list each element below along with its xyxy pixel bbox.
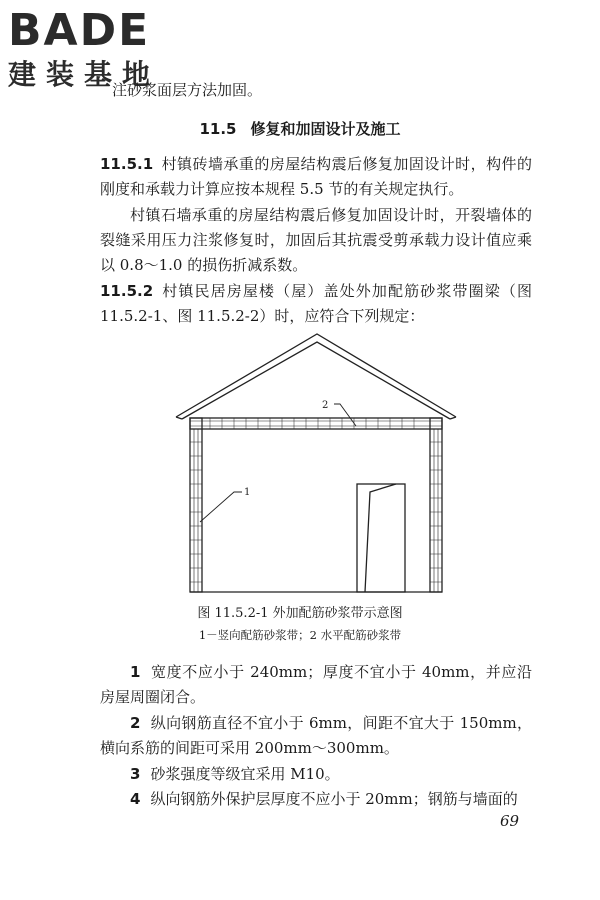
clause-number: 11.5.1: [100, 155, 154, 173]
left-vertical-band: [190, 418, 202, 592]
list-item: [100, 711, 532, 761]
door-leaf: [365, 484, 396, 592]
roof-inner: [182, 342, 450, 419]
horizontal-mortar-band: [190, 418, 442, 429]
label-1-leader: [200, 492, 242, 522]
section-title: [0, 118, 600, 139]
figure-caption: 图 11.5.2-1 外加配筋砂浆带示意图: [197, 606, 403, 621]
logo-mark: BADE: [8, 5, 151, 56]
item-number: 2: [130, 714, 141, 732]
clause-11-5-1-para2: 村镇石墙承重的房屋结构震后修复加固设计时，开裂墙体的裂缝采用压力注浆修复时，加固后其抗震受剪承载力设计值应乘以 0.8～1.0 的损伤折减系数。: [100, 206, 532, 274]
item-number: 4: [130, 790, 141, 808]
item-number: 1: [130, 663, 141, 681]
figure-legend: 1－竖向配筋砂浆带；2 水平配筋砂浆带: [198, 628, 402, 642]
item-number: 3: [130, 765, 141, 783]
clause-number: 11.5.2: [100, 282, 154, 300]
door-frame: [357, 484, 405, 592]
right-vertical-band: [430, 418, 442, 592]
list-item: [100, 660, 532, 710]
house-diagram: [160, 322, 470, 602]
section-title-text: 修复和加固设计及施工: [250, 120, 401, 138]
item-text: 砂浆强度等级宜采用 M10。: [150, 765, 340, 783]
roof-outer: [176, 334, 456, 417]
item-text: 纵向钢筋直径不宜小于 6mm，间距不宜大于 150mm，横向系筋的间距可采用 200mm～300mm。: [100, 714, 532, 757]
clause-11-5-1: [100, 152, 532, 202]
list-item: [100, 762, 532, 787]
continuation-line: 注砂浆面层方法加固。: [112, 81, 263, 99]
list-item: [100, 787, 532, 812]
label-2-leader: [334, 404, 356, 426]
logo-subtitle: 建装基地: [8, 58, 161, 91]
label-2: 2: [322, 400, 329, 411]
clause-text: 村镇民居房屋楼（屋）盖处外加配筋砂浆带圈梁（图 11.5.2-1、图 11.5.2-2）时，应符合下列规定：: [100, 282, 532, 325]
item-text: 宽度不应小于 240mm；厚度不宜小于 40mm，并应沿房屋周圈闭合。: [100, 663, 532, 706]
section-number: 11.5: [199, 120, 237, 138]
item-text: 纵向钢筋外保护层厚度不应小于 20mm；钢筋与墙面的: [150, 790, 518, 808]
figure-mortar-band: [160, 322, 470, 602]
page-number: 69: [500, 812, 520, 830]
clause-text: 村镇砖墙承重的房屋结构震后修复加固设计时，构件的刚度和承载力计算应按本规程 5.5 节的有关规定执行。: [100, 155, 532, 198]
label-1: 1: [244, 487, 251, 498]
